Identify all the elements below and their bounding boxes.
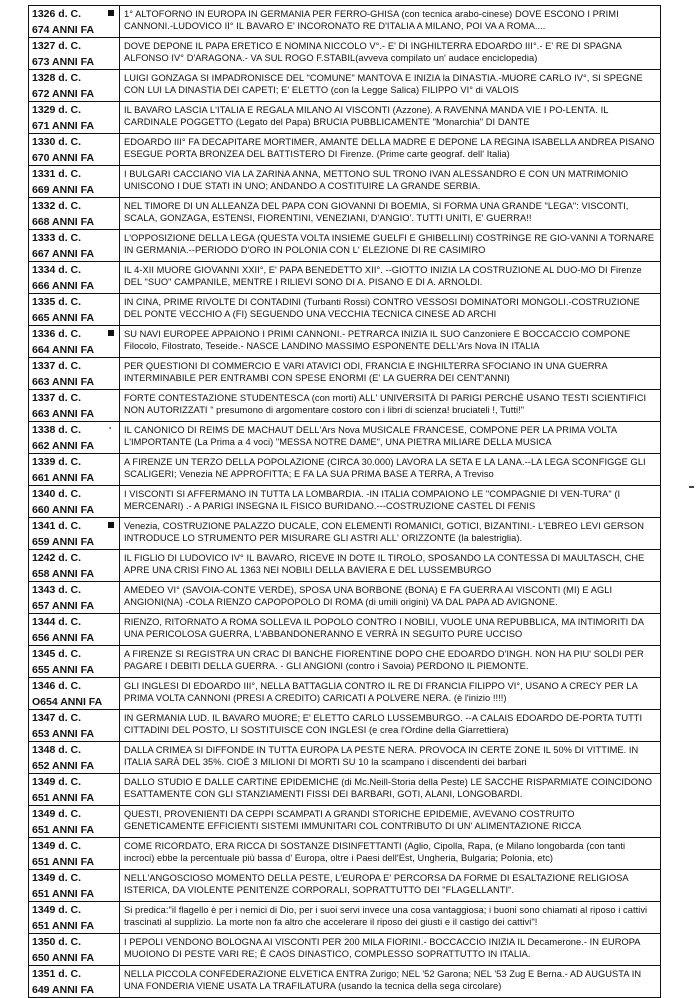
event-text: LUIGI GONZAGA SI IMPADRONISCE DEL "COMUNE" MANTOVA E INIZIA la DINASTIA.-MUORE CARLO IV°, SI SPEGNE CON LUI LA DINASTIA DEI CAPETI; E' ELETTO (con la Legge Salica) FILIPPO VI° di VALOIS bbox=[120, 70, 661, 102]
event-text: FORTE CONTESTAZIONE STUDENTESCA (con morti) ALL' UNIVERSITÀ DI PARIGI PERCHÉ USANO TESTI SCIENTIFICI NON AUTORIZZATI " presumono di argomentare costoro con i libri di scienza! bruciateli !, Tutti!" bbox=[120, 390, 661, 422]
year-label: 1326 d. C. bbox=[32, 8, 82, 20]
year-label: 1242 d. C. bbox=[32, 552, 82, 564]
date-cell bbox=[29, 422, 120, 454]
year-label: 1349 d. C. bbox=[32, 904, 82, 916]
timeline-row bbox=[29, 646, 661, 678]
event-text: IL FIGLIO DI LUDOVICO IV° IL BAVARO, RICEVE IN DOTE IL TIROLO, SPOSANDO LA CONTESSA DI MAULTASCH, CHE APRE UNA CRISI FINO AL 1363 NEI NOBILI DELLA BAVIERA E DEL LUSSEMBURGO bbox=[120, 550, 661, 582]
year-label: 1343 d. C. bbox=[32, 584, 82, 596]
timeline-row bbox=[29, 38, 661, 70]
date-cell bbox=[29, 582, 120, 614]
years-ago-label: O654 ANNI FA bbox=[32, 696, 103, 708]
date-cell bbox=[29, 806, 120, 838]
timeline-row bbox=[29, 262, 661, 294]
event-text: A FIRENZE UN TERZO DELLA POPOLAZIONE (CIRCA 30.000) LAVORA LA SETA E LA LANA.--LA LEGA SCONFIGGE GLI SCALIGERI; Venezia NE APPROFITTA; E FA LA SUA PRIMA BASE A TERRA, A Treviso bbox=[120, 454, 661, 486]
timeline-row bbox=[29, 70, 661, 102]
timeline-table bbox=[28, 5, 661, 998]
date-cell bbox=[29, 230, 120, 262]
date-cell bbox=[29, 774, 120, 806]
date-cell bbox=[29, 294, 120, 326]
event-text: 1° ALTOFORNO IN EUROPA IN GERMANIA PER FERRO-GHISA (con tecnica arabo-cinese) DOVE ESCONO I PRIMI CANNONI.-LUDOVICO II° IL BAVARO E' INCORONATO RE D'ITALIA A MILANO, POI VA A ROMA.... bbox=[120, 6, 661, 38]
event-text: PER QUESTIONI DI COMMERCIO E VARI ATAVICI ODI, FRANCIA E INGHILTERRA SFOCIANO IN UNA GUERRA INTERMINABILE PER ENTRAMBI CON SPESE ENORMI (E' LA GUERRA DEI CENT'ANNI) bbox=[120, 358, 661, 390]
square-bullet-icon bbox=[108, 522, 114, 528]
year-label: 1351 d. C. bbox=[32, 968, 82, 980]
date-cell bbox=[29, 486, 120, 518]
years-ago-label: 663 ANNI FA bbox=[32, 408, 95, 420]
date-cell bbox=[29, 710, 120, 742]
timeline-row bbox=[29, 710, 661, 742]
years-ago-label: 666 ANNI FA bbox=[32, 280, 95, 292]
years-ago-label: 672 ANNI FA bbox=[32, 88, 95, 100]
year-label: 1336 d. C. bbox=[32, 328, 82, 340]
date-cell bbox=[29, 198, 120, 230]
year-label: 1332 d. C. bbox=[32, 200, 82, 212]
years-ago-label: 664 ANNI FA bbox=[32, 344, 95, 356]
date-cell bbox=[29, 70, 120, 102]
timeline-row bbox=[29, 518, 661, 550]
year-label: 1347 d. C. bbox=[32, 712, 82, 724]
timeline-row bbox=[29, 422, 661, 454]
years-ago-label: 673 ANNI FA bbox=[32, 56, 95, 68]
event-text: Venezia, COSTRUZIONE PALAZZO DUCALE, CON ELEMENTI ROMANICI, GOTICI, BIZANTINI.- L'EBREO LEVI GERSON INTRODUCE LO STRUMENTO PER MISURARE GLI ASTRI ALL' ORIZZONTE (la balestriglia). bbox=[120, 518, 661, 550]
year-label: 1349 d. C. bbox=[32, 872, 82, 884]
tick-mark-icon: ' bbox=[109, 426, 111, 435]
year-label: 1327 d. C. bbox=[32, 40, 82, 52]
event-text: NELL'ANGOSCIOSO MOMENTO DELLA PESTE, L'EUROPA E' PERCORSA DA FORME DI ESALTAZIONE RELIGIOSA ISTERICA, DA VIOLENTE PENITENZE CORPORALI, SOPRATTUTTO DEI "FLAGELLANTI". bbox=[120, 870, 661, 902]
square-bullet-icon bbox=[108, 330, 114, 336]
event-text: AMEDEO VI° (SAVOIA-CONTE VERDE), SPOSA UNA BORBONE (BONA) E FA GUERRA AI VISCONTI (MI) E AGLI ANGIONI(NA) -COLA RIENZO CAPOPOPOLO DI ROMA (di umili origini) VA DAL PAPA AD AVIGNONE. bbox=[120, 582, 661, 614]
event-text: I VISCONTI SI AFFERMANO IN TUTTA LA LOMBARDIA. -IN ITALIA COMPAIONO LE "COMPAGNIE DI VEN-TURA" (I MERCENARI) .- A PARIGI INSEGNA IL FISICO BURIDANO.---COSTRUZIONE CASTEL DI FENIS bbox=[120, 486, 661, 518]
year-label: 1345 d. C. bbox=[32, 648, 82, 660]
timeline-row bbox=[29, 454, 661, 486]
timeline-row bbox=[29, 326, 661, 358]
year-label: 1337 d. C. bbox=[32, 392, 82, 404]
event-text: IN CINA, PRIME RIVOLTE DI CONTADINI (Turbanti Rossi) CONTRO VESSOSI DOMINATORI MONGOLI.-COSTRUZIONE DEL PONTE VECCHIO A (FI) SEGUENDO UNA VECCHIA TECNICA CINESE AD ARCHI bbox=[120, 294, 661, 326]
date-cell bbox=[29, 646, 120, 678]
years-ago-label: 651 ANNI FA bbox=[32, 888, 95, 900]
timeline-row bbox=[29, 486, 661, 518]
year-label: 1335 d. C. bbox=[32, 296, 82, 308]
timeline-row bbox=[29, 966, 661, 998]
date-cell bbox=[29, 326, 120, 358]
square-bullet-icon bbox=[108, 10, 114, 16]
timeline-row bbox=[29, 134, 661, 166]
year-label: 1349 d. C. bbox=[32, 840, 82, 852]
year-label: 1333 d. C. bbox=[32, 232, 82, 244]
date-cell bbox=[29, 870, 120, 902]
date-cell bbox=[29, 390, 120, 422]
timeline-row bbox=[29, 358, 661, 390]
timeline-row bbox=[29, 934, 661, 966]
year-label: 1329 d. C. bbox=[32, 104, 82, 116]
years-ago-label: 663 ANNI FA bbox=[32, 376, 95, 388]
event-text: IL 4-XII MUORE GIOVANNI XXII°, E' PAPA BENEDETTO XII°. --GIOTTO INIZIA LA COSTRUZIONE AL DUO-MO DI Firenze DEL "SUO" CAMPANILE, MENTRE I RILIEVI SONO DI A. PISANO E DI A. ARNOLDI. bbox=[120, 262, 661, 294]
year-label: 1344 d. C. bbox=[32, 616, 82, 628]
event-text: IL BAVARO LASCIA L'ITALIA E REGALA MILANO AI VISCONTI (Azzone). A RAVENNA MANDA VIE I PO-LENTA. IL CARDINALE POGGETTO (Legato del Papa) BRUCIA PUBBLICAMENTE "Monarchia" DI DANTE bbox=[120, 102, 661, 134]
date-cell bbox=[29, 678, 120, 710]
date-cell bbox=[29, 262, 120, 294]
years-ago-label: 669 ANNI FA bbox=[32, 184, 95, 196]
year-label: 1349 d. C. bbox=[32, 808, 82, 820]
date-cell bbox=[29, 166, 120, 198]
timeline-row bbox=[29, 742, 661, 774]
event-text: NEL TIMORE DI UN ALLEANZA DEL PAPA CON GIOVANNI DI BOEMIA, SI FORMA UNA GRANDE "LEGA": VISCONTI, SCALA, GONZAGA, ESTENSI, FIORENTINI, VENEZIANI, D'ANGIO'. TUTTI UNITI, E' GUERRA!! bbox=[120, 198, 661, 230]
event-text: SU NAVI EUROPEE APPAIONO I PRIMI CANNONI.- PETRARCA INIZIA IL SUO Canzoniere E BOCCACCIO COMPONE Filocolo, Filostrato, Teseide.- NASCE LANDINO MASSIMO ESPONENTE DELL'Ars Nova IN ITALIA bbox=[120, 326, 661, 358]
timeline-row bbox=[29, 230, 661, 262]
date-cell bbox=[29, 550, 120, 582]
years-ago-label: 660 ANNI FA bbox=[32, 504, 95, 516]
years-ago-label: 652 ANNI FA bbox=[32, 760, 95, 772]
year-label: 1331 d. C. bbox=[32, 168, 82, 180]
years-ago-label: 674 ANNI FA bbox=[32, 24, 95, 36]
date-cell bbox=[29, 934, 120, 966]
event-text: DALLO STUDIO E DALLE CARTINE EPIDEMICHE (di Mc.Neill-Storia della Peste) LE SACCHE RISPARMIATE COINCIDONO ESATTAMENTE CON GLI STANZIAMENTI FISSI DEI BARBARI, GOTI, ALANI, LONGOBARDI. bbox=[120, 774, 661, 806]
date-cell bbox=[29, 134, 120, 166]
year-label: 1339 d. C. bbox=[32, 456, 82, 468]
date-cell bbox=[29, 454, 120, 486]
year-label: 1337 d. C. bbox=[32, 360, 82, 372]
years-ago-label: 653 ANNI FA bbox=[32, 728, 95, 740]
date-cell bbox=[29, 614, 120, 646]
timeline-row bbox=[29, 198, 661, 230]
year-label: 1350 d. C. bbox=[32, 936, 82, 948]
event-text: I PEPOLI VENDONO BOLOGNA AI VISCONTI PER 200 MILA FIORINI.- BOCCACCIO INIZIA IL Decamerone.- IN EUROPA MUOIONO DI PESTE VARI RE; È CAOS DINASTICO, COMPLESSO SOPRATTUTTO IN ITALIA. bbox=[120, 934, 661, 966]
timeline-row bbox=[29, 550, 661, 582]
years-ago-label: 662 ANNI FA bbox=[32, 440, 95, 452]
event-text: COME RICORDATO, ERA RICCA DI SOSTANZE DISINFETTANTI (Aglio, Cipolla, Rapa, (e Milano longobarda (con tanti incroci) ebbe la percentuale più bassa d' Europa, oltre i Paesi dell'Est, Ungheria, Bulgaria; Polonia, etc) bbox=[120, 838, 661, 870]
years-ago-label: 665 ANNI FA bbox=[32, 312, 95, 324]
timeline-row bbox=[29, 678, 661, 710]
year-label: 1341 d. C. bbox=[32, 520, 82, 532]
timeline-row bbox=[29, 294, 661, 326]
event-text: RIENZO, RITORNATO A ROMA SOLLEVA IL POPOLO CONTRO I NOBILI, VUOLE UNA REPUBBLICA, MA INTIMORITI DA UNA PERICOLOSA GUERRA, L'ABBANDONERANNO E VERRÀ IN SEGUITO PURE UCCISO bbox=[120, 614, 661, 646]
year-label: 1330 d. C. bbox=[32, 136, 82, 148]
years-ago-label: 658 ANNI FA bbox=[32, 568, 95, 580]
timeline-row bbox=[29, 166, 661, 198]
timeline-row bbox=[29, 390, 661, 422]
timeline-page bbox=[28, 5, 661, 998]
event-text: DOVE DEPONE IL PAPA ERETICO E NOMINA NICCOLO V°.- E' DI INGHILTERRA EDOARDO III°.- E' RE DI SPAGNA ALFONSO IV° D'ARAGONA.- VA SUL ROGO F.STABIL(avveva compilato un' audace enciclopedia) bbox=[120, 38, 661, 70]
date-cell bbox=[29, 742, 120, 774]
years-ago-label: 667 ANNI FA bbox=[32, 248, 95, 260]
timeline-row bbox=[29, 582, 661, 614]
event-text: Si predica:"il flagello è per i nemici di Dio, per i suoi servi invece una cosa vantaggiosa; i buoni sono chiamati al riposo i cattivi trascinati al supplizio. La morte non fa altro che accelerare il riposo dei giusti e il castigo dei cattivi"! bbox=[120, 902, 661, 934]
timeline-row bbox=[29, 102, 661, 134]
years-ago-label: 651 ANNI FA bbox=[32, 856, 95, 868]
timeline-row bbox=[29, 806, 661, 838]
year-label: 1334 d. C. bbox=[32, 264, 82, 276]
year-label: 1348 d. C. bbox=[32, 744, 82, 756]
years-ago-label: 670 ANNI FA bbox=[32, 152, 95, 164]
timeline-row bbox=[29, 6, 661, 38]
event-text: DALLA CRIMEA SI DIFFONDE IN TUTTA EUROPA LA PESTE NERA. PROVOCA IN CERTE ZONE IL 50% DI VITTIME. IN ITALIA SARÀ DEL 35%. CIOÈ 3 MILIONI DI MORTI SU 10 la scampano i discendenti dei barbari bbox=[120, 742, 661, 774]
date-cell bbox=[29, 102, 120, 134]
year-label: 1338 d. C. bbox=[32, 424, 82, 436]
years-ago-label: 671 ANNI FA bbox=[32, 120, 95, 132]
event-text: I BULGARI CACCIANO VIA LA ZARINA ANNA, METTONO SUL TRONO IVAN ALESSANDRO E CON UN MATRIMONIO UNISCONO I DUE STATI IN UNO; ANDANDO A COSTITUIRE LA GRANDE SERBIA. bbox=[120, 166, 661, 198]
event-text: EDOARDO III° FA DECAPITARE MORTIMER, AMANTE DELLA MADRE E DEPONE LA REGINA ISABELLA ANDREA PISANO ESEGUE PORTA BRONZEA DEL BATTISTERO DI Firenze. (Prime carte geograf. dell' Italia) bbox=[120, 134, 661, 166]
event-text: L'OPPOSIZIONE DELLA LEGA (QUESTA VOLTA INSIEME GUELFI E GHIBELLINI) COSTRINGE RE GIO-VANNI A TORNARE IN GERMANIA.--PERIODO D'ORO IN POLONIA CON L' ELEZIONE DI RE CASIMIRO bbox=[120, 230, 661, 262]
event-text: IN GERMANIA LUD. IL BAVARO MUORE; E' ELETTO CARLO LUSSEMBURGO. --A CALAIS EDOARDO DE-PORTA TUTTI CITTADINI DEL POSTO, LI SOSTITUISCE CON INGLESI (e crea l'Ordine della Giarrettiera) bbox=[120, 710, 661, 742]
date-cell bbox=[29, 358, 120, 390]
event-text: GLI INGLESI DI EDOARDO III°, NELLA BATTAGLIA CONTRO IL RE DI FRANCIA FILIPPO VI°, USANO A CRECY PER LA PRIMA VOLTA CANNONI (PRESI A CREDITO) CARICATI A POLVERE NERA. (è l'inizio !!!!) bbox=[120, 678, 661, 710]
date-cell bbox=[29, 838, 120, 870]
years-ago-label: 650 ANNI FA bbox=[32, 952, 95, 964]
date-cell bbox=[29, 966, 120, 998]
years-ago-label: 651 ANNI FA bbox=[32, 792, 95, 804]
timeline-row bbox=[29, 614, 661, 646]
timeline-row bbox=[29, 774, 661, 806]
date-cell bbox=[29, 38, 120, 70]
year-label: 1328 d. C. bbox=[32, 72, 82, 84]
scan-speck bbox=[689, 486, 694, 488]
timeline-row bbox=[29, 838, 661, 870]
date-cell bbox=[29, 518, 120, 550]
event-text: A FIRENZE SI REGISTRA UN CRAC DI BANCHE FIORENTINE DOPO CHE EDOARDO D'INGH. NON HA PIU' SOLDI PER PAGARE I DEBITI DELLA GUERRA. - GLI ANGIONI (contro i Savoia) PERDONO IL PIEMONTE. bbox=[120, 646, 661, 678]
event-text: NELLA PICCOLA CONFEDERAZIONE ELVETICA ENTRA Zurigo; NEL '52 Garona; NEL '53 Zug E Berna.- AD AUGUSTA IN UNA FONDERIA VIENE USATA LA TRAFILATURA (usando la tecnica della sega circolare) bbox=[120, 966, 661, 998]
years-ago-label: 656 ANNI FA bbox=[32, 632, 95, 644]
years-ago-label: 659 ANNI FA bbox=[32, 536, 95, 548]
year-label: 1346 d. C. bbox=[32, 680, 82, 692]
year-label: 1349 d. C. bbox=[32, 776, 82, 788]
timeline-row bbox=[29, 870, 661, 902]
event-text: QUESTI, PROVENIENTI DA CEPPI SCAMPATI A GRANDI STORICHE EPIDEMIE, AVEVANO COSTRUITO GENETICAMENTE EFFICIENTI SISTEMI IMMUNITARI COL CONTRIBUTO DI UN' ALIMENTAZIONE RICCA bbox=[120, 806, 661, 838]
event-text: IL CANONICO DI REIMS DE MACHAUT DELL'Ars Nova MUSICALE FRANCESE, COMPONE PER LA PRIMA VOLTA L'IMPORTANTE (La Prima a 4 voci) "MESSA NOTRE DAME", UNA PIETRA MILIARE DELLA MUSICA bbox=[120, 422, 661, 454]
years-ago-label: 651 ANNI FA bbox=[32, 824, 95, 836]
years-ago-label: 651 ANNI FA bbox=[32, 920, 95, 932]
date-cell bbox=[29, 902, 120, 934]
year-label: 1340 d. C. bbox=[32, 488, 82, 500]
date-cell bbox=[29, 6, 120, 38]
years-ago-label: 657 ANNI FA bbox=[32, 600, 95, 612]
years-ago-label: 661 ANNI FA bbox=[32, 472, 95, 484]
years-ago-label: 655 ANNI FA bbox=[32, 664, 95, 676]
years-ago-label: 649 ANNI FA bbox=[32, 984, 95, 996]
timeline-row bbox=[29, 902, 661, 934]
years-ago-label: 668 ANNI FA bbox=[32, 216, 95, 228]
